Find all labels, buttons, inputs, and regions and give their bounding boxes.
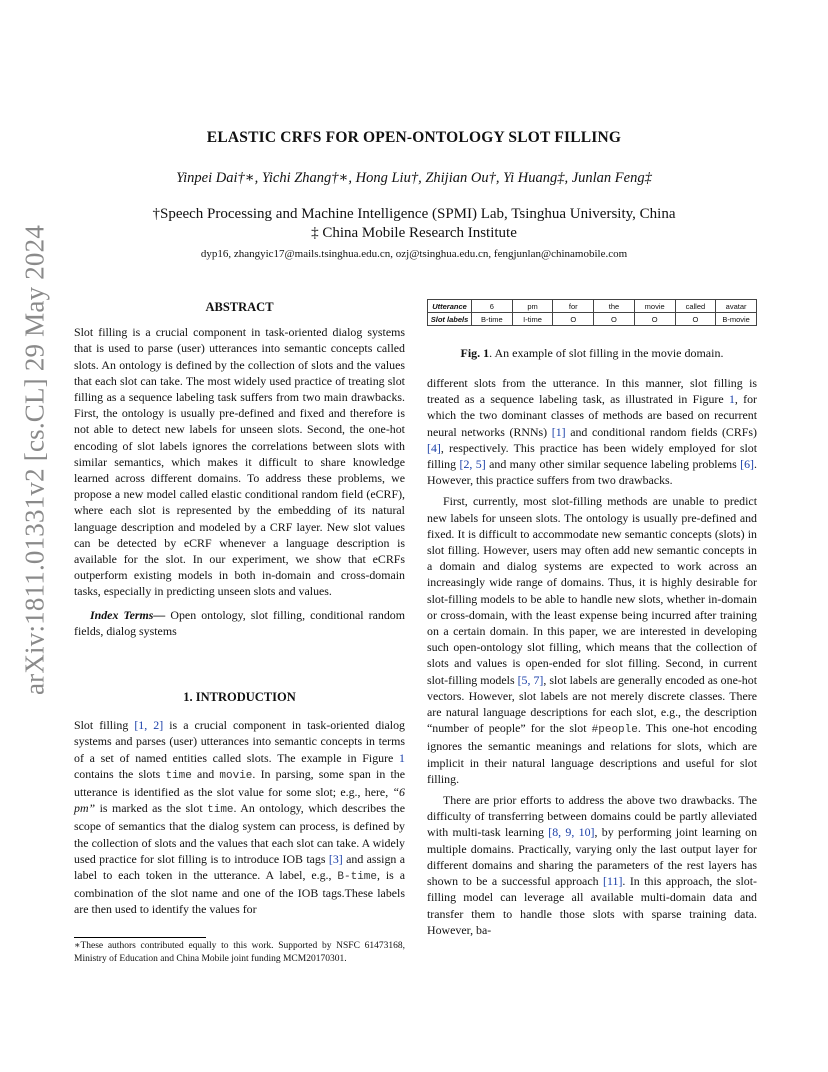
affiliation-cmri: ‡ China Mobile Research Institute [311, 225, 517, 241]
author-list: Yinpei Dai†∗, Yichi Zhang†∗, Hong Liu†, Zhijian Ou†, Yi Huang‡, Junlan Feng‡ [176, 170, 652, 186]
arxiv-stamp-text: arXiv:1811.01331v2 [cs.CL] 29 May 2024 [19, 224, 50, 696]
table-cell: called [675, 300, 716, 313]
citation-link[interactable]: [2, 5] [459, 457, 486, 472]
intro-paragraph-3: There are prior efforts to address the above two drawbacks. The difficulty of transferring between domains could be partly alleviated with multi-task learning [8, 9, 10], by performing joint learning on multiple domains. Practically, varying only the last output layer for different domains and sharing the parameters of the rest layers has shown to be a successful approach [11]. In this approach, the slot-filling model can leverage all available multi-domain data and transfer them to handle those slots with sparse training data. However, ba- [427, 793, 758, 937]
right-column-text [427, 375, 757, 938]
index-terms-label: Index Terms— [90, 607, 166, 622]
introduction-heading: 1. INTRODUCTION [183, 690, 296, 704]
example-value: “6 pm” [74, 785, 405, 816]
citation-link[interactable]: [3] [328, 851, 343, 866]
table-row-header: Slot labels [428, 313, 472, 326]
slot-name-time: time [207, 804, 234, 817]
caption-text: . An example of slot filling in the movie domain. [489, 346, 724, 360]
table-cell: B-movie [716, 313, 757, 326]
paper-title: ELASTIC CRFS FOR OPEN-ONTOLOGY SLOT FILLING [206, 129, 622, 146]
intro-continuation: different slots from the utterance. In this manner, slot filling is treated as a sequence labeling task, as illustrated in Figure 1, for which the two dominant classes of methods are based on recurrent neural networks (RNNs) [1] and conditional random fields (CRFs) [4], respectively. This practice has been widely employed for slot filling [2, 5] and many other similar sequence labeling problems [6]. However, this practice suffers from two drawbacks. [427, 376, 757, 488]
intro-paragraph-2: First, currently, most slot-filling methods are unable to predict new labels for unseen slots. The ontology is usually pre-defined and fixed. It is difficult to accommodate new semantic concepts (slots) in slot filling. However, users may often add new semantic concepts in a domain and dialog systems are expected to work across an increasingly wide range of domains. Thus, it is highly desirable for slot-filling models to be able to handle new slots, whether in-domain or cross-domain, with the least expense being incurred after training on a certain domain. In this paper, we are interested in developing such open-ontology slot filling, which means that the collection of slots and values is open-ended for slot filling. Second, in current slot-filling models [5, 7], slot labels are generally encoded as one-hot vectors. However, slot labels are not merely discrete classes. There are natural language descriptions for each slot, e.g., the description “number of people” for the slot #people. This one-hot encoding ignores the semantic meanings and relations for slots, which are implicit in their natural language descriptions and useful for slot filling. [427, 494, 758, 786]
index-terms-text: Open ontology, slot filling, conditional random fields, dialog systems [74, 607, 405, 638]
table-cell: for [553, 300, 594, 313]
citation-link[interactable]: [8, 9, 10] [548, 825, 595, 840]
table-cell: O [594, 313, 635, 326]
table-cell: O [553, 313, 594, 326]
affiliation-spmi: †Speech Processing and Machine Intelligence (SPMI) Lab, Tsinghua University, China [152, 206, 676, 222]
slot-name-time: time [165, 769, 192, 782]
citation-link[interactable]: [5, 7] [517, 672, 544, 687]
table-cell: avatar [716, 300, 757, 313]
citation-link[interactable]: [1] [551, 424, 566, 439]
abstract-text: Slot filling is a crucial component in task-oriented dialog systems that is used to parse (user) utterances into semantic concepts called slots. An ontology is defined by the collection of slots and the values that each slot can take. The most widely used practice of treating slot filling as a sequence labeling task suffers from two main drawbacks. First, the ontology is usually pre-defined and fixed and therefore is not able to detect new labels for unseen slots. Second, the one-hot encoding of slot labels ignores the correlations between slots with similar semantics, which makes it difficult to share knowledge learned across different domains. To address these problems, we propose a new model called elastic conditional random field (eCRF), where each slot is represented by the embedding of its natural language description and modeled by a CRF layer. New slot values can be detected by eCRF whenever a language description is available for the slot. In our experiment, we show that eCRFs outperform existing models in both in-domain and cross-domain tasks, especially in predicting unseen slots and values. [74, 325, 405, 599]
table-cell: 6 [472, 300, 513, 313]
figure-1-table [427, 299, 757, 326]
table-row [428, 300, 757, 313]
slot-name-people: #people [591, 724, 638, 737]
figure-1-caption [427, 346, 757, 361]
table-cell: B-time [472, 313, 513, 326]
citation-link[interactable]: [1, 2] [134, 718, 164, 733]
label-b-time: B-time [337, 871, 377, 884]
citation-link[interactable]: [6] [740, 457, 755, 472]
table-row-header: Utterance [428, 300, 472, 313]
footnote-rule [74, 937, 206, 938]
table-cell: O [634, 313, 675, 326]
abstract-heading: ABSTRACT [205, 300, 274, 314]
table-cell: I-time [512, 313, 553, 326]
citation-link[interactable]: [4] [427, 440, 441, 455]
author-emails: dyp16, zhangyic17@mails.tsinghua.edu.cn, ozj@tsinghua.edu.cn, fengjunlan@chinamobile.com [200, 248, 628, 260]
abstract-section [74, 299, 405, 639]
table-cell: pm [512, 300, 553, 313]
index-terms [74, 607, 405, 639]
intro-paragraph-1: Slot filling [1, 2] is a crucial component in task-oriented dialog systems and parses (user) utterances into semantic concepts in terms of a set of named entities called slots. The example in Figure 1 contains the slots time and movie. In parsing, some span in the utterance is identified as the slot value for some slot; e.g., here, “6 pm” is marked as the slot time. An ontology, which describes the scope of semantics that the dialog system can process, is defined by the collection of slots and the values that each slot can take. A widely used practice for slot filling is to introduce IOB tags [3] and assign a label to each token in the utterance. A label, e.g., B-time, is a combination of the slot name and one of the IOB tags.These labels are then used to identify the values for [74, 718, 405, 917]
figure-link[interactable]: 1 [728, 392, 735, 407]
footnote: ∗These authors contributed equally to this work. Supported by NSFC 61473168, Ministry of Education and China Mobile joint funding MCM20170301. [74, 941, 405, 964]
table-cell: movie [634, 300, 675, 313]
slot-name-movie: movie [219, 769, 253, 782]
citation-link[interactable]: [11] [603, 874, 623, 889]
table-cell: O [675, 313, 716, 326]
figure-link[interactable]: 1 [399, 750, 405, 765]
caption-label: Fig. 1 [460, 346, 490, 360]
table-row [428, 313, 757, 326]
table-cell: the [594, 300, 635, 313]
introduction-section [74, 689, 405, 918]
